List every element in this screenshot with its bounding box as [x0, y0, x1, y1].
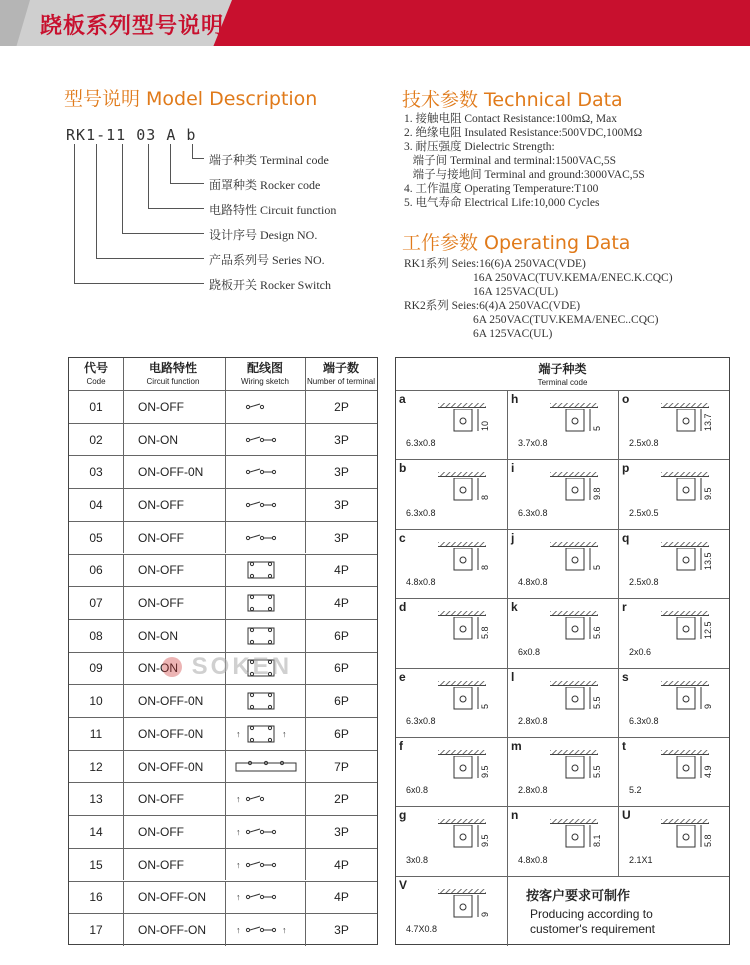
table-row	[69, 521, 377, 554]
terminal-mount-hatch	[661, 542, 709, 547]
terminal-mount-hatch	[550, 403, 598, 408]
row-function: ON-OFF-0N	[123, 751, 225, 783]
watermark-circle-icon	[162, 657, 182, 677]
terminal-cell-s	[618, 668, 729, 737]
terminal-drawing-icon	[558, 478, 598, 522]
wiring-sketch-icon	[225, 783, 305, 815]
wiring-sketch-icon	[225, 489, 305, 521]
svg-text:↑: ↑	[235, 859, 240, 870]
wiring-sketch-icon	[225, 587, 305, 619]
row-terminals: 4P	[305, 849, 377, 881]
row-function: ON-OFF	[123, 391, 225, 423]
terminal-mount-hatch	[438, 681, 486, 686]
terminal-letter: V	[399, 877, 408, 892]
terminal-letter: q	[622, 530, 630, 545]
terminal-height-label: 10	[480, 420, 490, 431]
terminal-mount-hatch	[438, 750, 486, 755]
terminal-letter: f	[399, 739, 403, 753]
terminal-mount-hatch	[438, 819, 486, 824]
terminal-letter: t	[622, 739, 626, 753]
terminal-width-label: 2.5x0.8	[629, 438, 659, 449]
terminal-height-label: 8.1	[592, 834, 602, 848]
wiring-sketch-icon	[225, 914, 305, 946]
operating-line: 16A 125VAC(UL)	[404, 286, 559, 298]
row-code: 06	[89, 563, 103, 578]
terminal-height-label: 9.5	[480, 834, 490, 848]
row-terminals: 3P	[305, 522, 377, 554]
row-terminals: 2P	[305, 783, 377, 815]
terminal-mount-hatch	[438, 611, 486, 616]
code-part-series-prefix: RK	[66, 126, 87, 144]
terminal-height-label: 5	[592, 564, 602, 570]
tech-line: 3. 耐压强度 Dielectric Strength:	[404, 141, 555, 153]
terminal-mount-hatch	[550, 542, 598, 547]
row-function: ON-OFF-0N	[123, 456, 225, 488]
row-function: ON-OFF-0N	[123, 718, 225, 750]
row-code: 12	[89, 759, 103, 774]
svg-text:↑: ↑	[235, 794, 240, 805]
terminal-cell-o	[618, 390, 729, 459]
terminal-width-label: 3x0.8	[406, 854, 429, 865]
terminal-cell-e	[396, 668, 507, 737]
terminal-height-label: 5.8	[703, 834, 713, 848]
model-code	[66, 126, 196, 144]
terminal-width-label: 5.2	[629, 785, 642, 796]
terminal-width-label: 2.8x0.8	[518, 715, 548, 726]
terminal-mount-hatch	[550, 611, 598, 616]
terminal-height-label: 8	[480, 564, 490, 570]
terminal-cell-d	[396, 598, 507, 667]
row-code: 01	[89, 399, 103, 414]
terminal-height-label: 5	[592, 425, 602, 431]
terminal-mount-hatch	[550, 819, 598, 824]
col-header-terminals: 端子数 Number of terminal	[306, 361, 376, 386]
terminal-letter: d	[399, 600, 407, 615]
terminal-cell-p	[618, 459, 729, 528]
row-function: ON-OFF	[123, 816, 225, 848]
terminal-width-label: 6.3x0.8	[518, 507, 548, 518]
row-terminals: 4P	[305, 882, 377, 914]
svg-text:↑: ↑	[281, 925, 286, 936]
terminal-letter: g	[399, 808, 407, 823]
terminal-width-label: 6.3x0.8	[406, 438, 436, 449]
terminal-width-label: 6.3x0.8	[406, 715, 436, 726]
terminal-letter: r	[622, 600, 627, 615]
terminal-mount-hatch	[550, 750, 598, 755]
row-terminals: 6P	[305, 653, 377, 685]
terminal-width-label: 2.8x0.8	[518, 785, 548, 796]
wiring-sketch-icon	[225, 456, 305, 488]
table-row	[69, 782, 377, 815]
row-terminals: 6P	[305, 620, 377, 652]
terminal-letter: p	[622, 461, 630, 476]
page-title: 跷板系列型号说明	[40, 14, 225, 39]
tech-line: 端子与接地间 Terminal and ground:3000VAC,5S	[404, 169, 645, 181]
table-row	[69, 586, 377, 619]
terminal-letter: e	[399, 669, 406, 684]
tech-line: 1. 接触电阻 Contact Resistance:100mΩ, Max	[404, 113, 617, 125]
model-title: 型号说明 Model Description	[64, 88, 318, 110]
row-function: ON-OFF-ON	[123, 882, 225, 914]
watermark-text: SOKEN	[191, 653, 293, 680]
terminal-mount-hatch	[661, 750, 709, 755]
table-row	[69, 390, 377, 423]
terminal-height-label: 9.5	[703, 487, 713, 501]
terminal-letter: o	[622, 392, 630, 406]
terminal-mount-hatch	[438, 403, 486, 408]
operating-line: 6A 125VAC(UL)	[404, 328, 553, 340]
row-function: ON-OFF	[123, 849, 225, 881]
terminal-drawing-icon	[558, 409, 598, 453]
terminal-drawing-icon	[446, 409, 486, 453]
terminal-letter: U	[622, 808, 631, 823]
terminal-height-label: 12.5	[703, 621, 713, 640]
table-row	[69, 684, 377, 717]
terminal-height-label: 9.8	[592, 487, 602, 501]
operating-line: RK1系列 Seies:16(6)A 250VAC(VDE)	[404, 258, 586, 270]
row-function: ON-ON	[123, 424, 225, 456]
wiring-sketch-icon	[225, 424, 305, 456]
row-terminals: 6P	[305, 718, 377, 750]
svg-text:↑: ↑	[235, 925, 240, 936]
terminal-width-label: 4.7X0.8	[406, 924, 438, 935]
terminal-mount-hatch	[438, 472, 486, 477]
header-bar	[0, 0, 750, 46]
operating-title: 工作参数 Operating Data	[402, 232, 631, 254]
row-terminals: 4P	[305, 555, 377, 587]
terminal-cell-U	[618, 806, 729, 875]
model-item-terminal: 端子种类 Terminal code	[209, 153, 329, 167]
row-code: 16	[89, 890, 103, 905]
terminal-drawing-icon	[558, 617, 598, 661]
model-item-series: 产品系列号 Series NO.	[209, 253, 325, 267]
operating-list	[404, 257, 673, 341]
wiring-sketch-icon	[225, 620, 305, 652]
row-function: ON-OFF	[123, 587, 225, 619]
wiring-sketch-icon	[225, 555, 305, 587]
terminal-height-label: 5.6	[592, 626, 602, 640]
terminal-width-label: 4.8x0.8	[406, 577, 436, 588]
terminal-cell-k	[507, 598, 618, 667]
model-item-design: 设计序号 Design NO.	[209, 228, 318, 242]
terminal-cell-q	[618, 529, 729, 598]
row-function: ON-OFF	[123, 555, 225, 587]
operating-line: 16A 250VAC(TUV.KEMA/ENEC.K.CQC)	[404, 272, 673, 284]
row-code: 05	[89, 530, 103, 545]
terminal-mount-hatch	[550, 472, 598, 477]
row-function: ON-OFF-ON	[123, 914, 225, 946]
terminal-height-label: 8	[480, 495, 490, 501]
terminal-cell-a	[396, 390, 507, 459]
table-row	[69, 423, 377, 456]
terminal-letter: i	[511, 461, 515, 476]
row-code: 02	[89, 432, 103, 447]
terminal-letter: a	[399, 392, 406, 406]
row-code: 07	[89, 596, 103, 611]
terminal-letter: m	[511, 739, 522, 753]
terminal-drawing-icon	[446, 756, 486, 800]
svg-text:↑: ↑	[235, 728, 240, 739]
terminal-mount-hatch	[661, 472, 709, 477]
terminal-width-label: 2.1X1	[629, 854, 653, 865]
table-row	[69, 717, 377, 750]
terminal-cell-r	[618, 598, 729, 667]
row-function: ON-OFF	[123, 783, 225, 815]
row-terminals: 3P	[305, 914, 377, 946]
terminal-width-label: 2.5x0.8	[629, 577, 659, 588]
terminal-header: 端子种类 Terminal code	[537, 362, 588, 387]
row-code: 13	[89, 792, 103, 807]
row-terminals: 3P	[305, 816, 377, 848]
terminal-letter: l	[511, 669, 515, 684]
model-item-rocker-switch: 跷板开关 Rocker Switch	[209, 278, 331, 292]
terminal-cell-c	[396, 529, 507, 598]
row-terminals: 7P	[305, 751, 377, 783]
row-terminals: 2P	[305, 391, 377, 423]
operating-line: RK2系列 Seies:6(4)A 250VAC(VDE)	[404, 300, 581, 312]
operating-line: 6A 250VAC(TUV.KEMA/ENEC..CQC)	[404, 314, 659, 326]
terminal-drawing-icon	[558, 756, 598, 800]
terminal-letter: s	[622, 669, 629, 684]
terminal-height-label: 5.5	[592, 696, 602, 709]
terminal-cell-j	[507, 529, 618, 598]
terminal-letter: k	[511, 600, 518, 615]
col-header-function: 电路特性 Circuit function	[146, 361, 200, 386]
svg-text:↑: ↑	[235, 826, 240, 837]
tech-line: 端子间 Terminal and terminal:1500VAC,5S	[404, 155, 617, 167]
custom-note-cn: 按客户要求可制作	[526, 888, 631, 903]
svg-text:↑: ↑	[281, 728, 286, 739]
terminal-drawing-icon	[669, 478, 709, 522]
row-code: 11	[89, 726, 103, 741]
table-row	[69, 554, 377, 587]
custom-note-en1: Producing according to	[530, 907, 653, 921]
table-row	[69, 881, 377, 914]
row-function: ON-OFF	[123, 489, 225, 521]
table-row	[69, 815, 377, 848]
tech-list	[404, 112, 645, 210]
table-row	[69, 913, 377, 946]
table-row	[69, 750, 377, 783]
terminal-letter: j	[511, 530, 515, 545]
terminal-cell-h	[507, 390, 618, 459]
terminal-table	[395, 357, 730, 945]
terminal-height-label: 5	[480, 703, 490, 709]
terminal-mount-hatch	[661, 819, 709, 824]
circuit-table	[68, 357, 378, 945]
wiring-sketch-icon	[225, 751, 305, 783]
wiring-sketch-icon	[225, 391, 305, 423]
svg-text:↑: ↑	[235, 892, 240, 903]
row-function: ON-ON	[123, 653, 225, 685]
terminal-mount-hatch	[438, 542, 486, 547]
terminal-drawing-icon	[669, 756, 709, 800]
table-row	[69, 455, 377, 488]
terminal-drawing-icon	[446, 617, 486, 661]
row-terminals: 4P	[305, 587, 377, 619]
wiring-sketch-icon	[225, 849, 305, 881]
terminal-width-label: 4.8x0.8	[518, 854, 548, 865]
terminal-height-label: 9	[703, 703, 713, 709]
terminal-width-label: 6.3x0.8	[629, 715, 659, 726]
terminal-mount-hatch	[661, 611, 709, 616]
table-row	[69, 619, 377, 652]
tech-line: 2. 绝缘电阻 Insulated Resistance:500VDC,100MΩ	[404, 127, 643, 139]
terminal-drawing-icon	[446, 478, 486, 522]
terminal-height-label: 9	[480, 911, 490, 917]
row-terminals: 6P	[305, 685, 377, 717]
watermark-logo	[162, 653, 292, 681]
code-part-terminal: b	[186, 126, 197, 144]
row-code: 04	[89, 497, 103, 512]
terminal-letter: b	[399, 461, 407, 476]
terminal-mount-hatch	[550, 681, 598, 686]
wiring-sketch-icon	[225, 816, 305, 848]
terminal-drawing-icon	[446, 825, 486, 869]
terminal-width-label: 6.3x0.8	[406, 507, 436, 518]
tech-title: 技术参数 Technical Data	[402, 89, 623, 111]
wiring-sketch-icon	[225, 685, 305, 717]
table-row	[69, 488, 377, 521]
table-row	[69, 848, 377, 881]
row-code: 17	[89, 923, 103, 938]
row-terminals: 3P	[305, 456, 377, 488]
terminal-width-label: 6x0.8	[406, 785, 429, 796]
terminal-drawing-icon	[669, 825, 709, 869]
row-function: ON-OFF-0N	[123, 685, 225, 717]
row-terminals: 3P	[305, 424, 377, 456]
custom-note-en2: customer's requirement	[530, 922, 656, 936]
wiring-sketch-icon	[225, 718, 305, 750]
model-item-circuit: 电路特性 Circuit function	[209, 203, 337, 217]
terminal-cell-f	[396, 737, 507, 806]
terminal-width-label: 4.8x0.8	[518, 577, 548, 588]
terminal-mount-hatch	[661, 681, 709, 686]
terminal-height-label: 4.9	[703, 765, 713, 778]
terminal-cell-g	[396, 806, 507, 875]
terminal-letter: h	[511, 392, 519, 406]
terminal-width-label: 2.5x0.5	[629, 507, 659, 518]
row-code: 08	[89, 628, 103, 643]
terminal-width-label: 3.7x0.8	[518, 438, 548, 449]
terminal-mount-hatch	[438, 889, 486, 894]
terminal-cell-m	[507, 737, 618, 806]
row-code: 15	[89, 857, 103, 872]
tech-line: 5. 电气寿命 Electrical Life:10,000 Cycles	[404, 197, 600, 209]
terminal-width-label: 2x0.6	[629, 646, 652, 657]
row-terminals: 3P	[305, 489, 377, 521]
code-part-rocker: A	[166, 126, 177, 144]
row-code: 09	[89, 661, 103, 676]
model-item-rocker: 面罩种类 Rocker code	[209, 178, 321, 192]
tech-line: 4. 工作温度 Operating Temperature:T100	[404, 183, 599, 195]
terminal-cell-t	[618, 737, 729, 806]
terminal-letter: c	[399, 530, 406, 545]
wiring-sketch-icon	[225, 522, 305, 554]
row-code: 14	[89, 824, 103, 839]
terminal-cell-l	[507, 668, 618, 737]
terminal-width-label: 6x0.8	[518, 646, 541, 657]
terminal-cell-b	[396, 459, 507, 528]
terminal-height-label: 13.5	[703, 552, 713, 570]
code-part-circuit: 03	[136, 126, 157, 144]
code-part-series: 1	[86, 126, 97, 144]
terminal-mount-hatch	[661, 403, 709, 408]
terminal-cell-n	[507, 806, 618, 875]
terminal-height-label: 9.5	[480, 765, 490, 778]
row-function: ON-ON	[123, 620, 225, 652]
code-part-design: -11	[96, 126, 127, 144]
row-code: 10	[89, 694, 103, 709]
terminal-cell-V	[396, 876, 507, 945]
terminal-height-label: 5.8	[480, 626, 490, 640]
terminal-height-label: 13.7	[703, 413, 713, 431]
terminal-cell-i	[507, 459, 618, 528]
row-code: 03	[89, 465, 103, 480]
wiring-sketch-icon	[225, 882, 305, 914]
terminal-height-label: 5.5	[592, 765, 602, 778]
col-header-code: 代号 Code	[83, 361, 108, 386]
terminal-drawing-icon	[558, 825, 598, 869]
row-function: ON-OFF	[123, 522, 225, 554]
col-header-wiring: 配线图 Wiring sketch	[240, 361, 289, 386]
terminal-letter: n	[511, 808, 519, 823]
